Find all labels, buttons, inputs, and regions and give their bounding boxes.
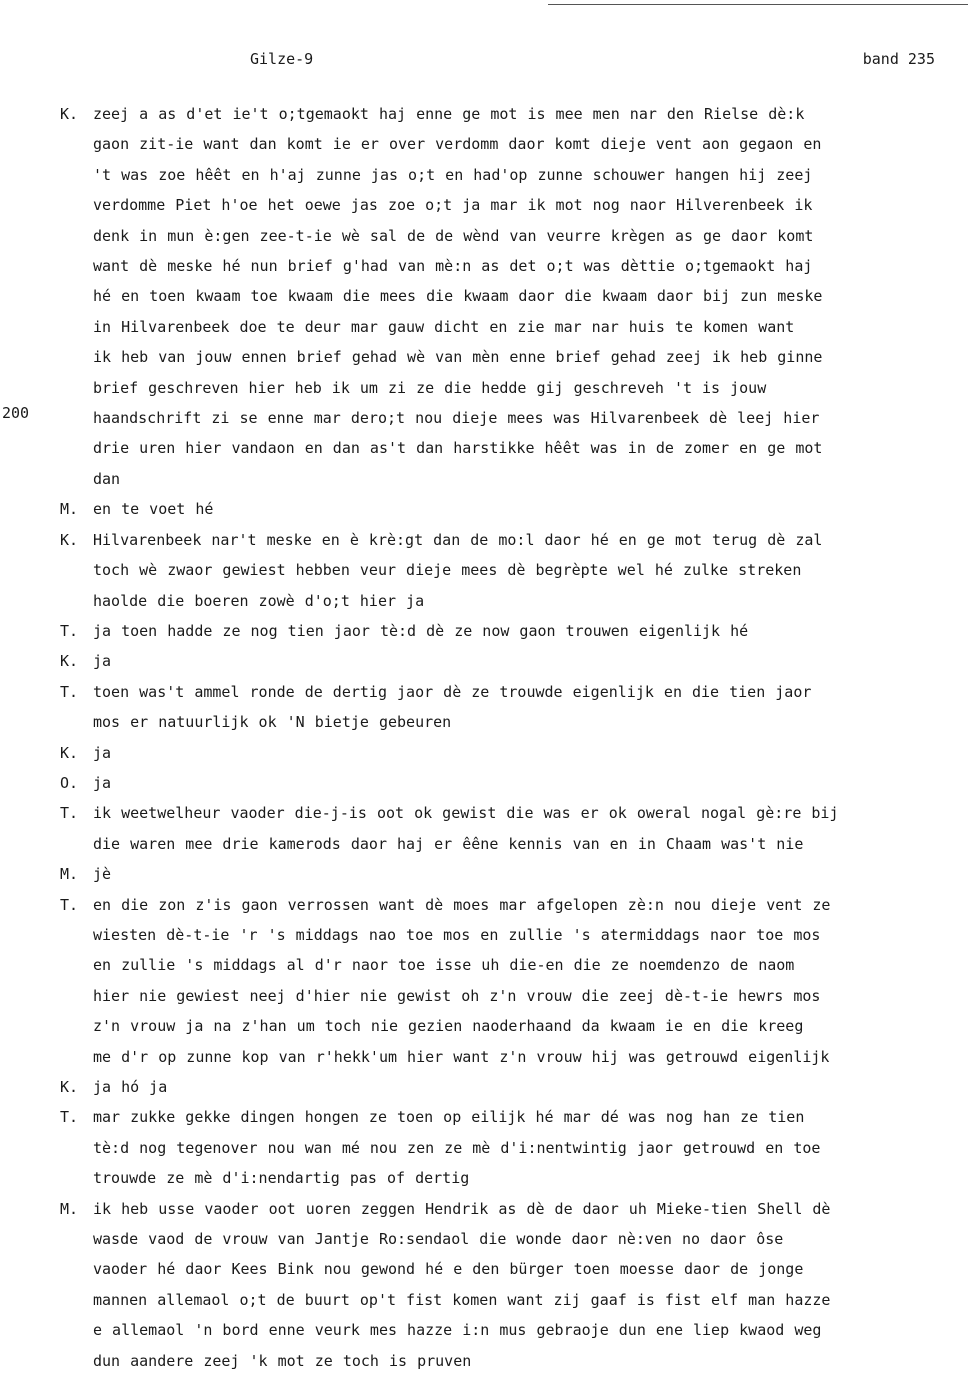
speech-line: ja (93, 652, 112, 671)
speaker-label: T. (60, 1108, 79, 1127)
speech-line: ik weetwelheur vaoder die-j-is oot ok gewist die was er ok oweral nogal gè:re bij (93, 804, 839, 823)
speech-line: toch wè zwaor gewiest hebben veur dieje mees dè begrèpte wel hé zulke streken (93, 561, 802, 580)
speech-line: z'n vrouw ja na z'han um toch nie gezien naoderhaand da kwaam ie en die kreeg (93, 1017, 804, 1036)
speech-line: e allemaol 'n bord enne veurk mes hazze i:n mus gebraoje dun ene liep kwaod weg (93, 1321, 822, 1340)
transcript-turn (60, 890, 940, 1072)
transcript-turn (60, 859, 940, 889)
speech-line: wasde vaod de vrouw van Jantje Ro:sendaol die wonde daor nè:ven no daor ôse (93, 1230, 784, 1249)
speech-line: me d'r op zunne kop van r'hekk'um hier want z'n vrouw hij was getrouwd eigenlijk (93, 1047, 830, 1066)
speech-text (93, 738, 940, 768)
speech-line: en die zon z'is gaon verrossen want dè moes mar afgelopen zè:n nou dieje vent ze (93, 895, 831, 914)
speaker-label: M. (60, 1199, 79, 1218)
speech-line: mos er natuurlijk ok 'N bietje gebeuren (93, 713, 452, 732)
transcript-turn (60, 1102, 940, 1193)
speech-line: Hilvarenbeek nar't meske en è krè:gt dan de mo:l daor hé en ge mot terug dè zal (93, 530, 823, 549)
speech-line: jè (93, 865, 112, 884)
transcript-turn (60, 677, 940, 738)
speech-text (93, 798, 940, 859)
speech-line: mar zukke gekke dingen hongen ze toen op eilijk hé mar dé was nog han ze tien (93, 1108, 805, 1127)
speech-line: ik heb van jouw ennen brief gehad wè van mèn enne brief gehad zeej ik heb ginne (93, 348, 823, 367)
margin-line-number: 200 (2, 404, 30, 422)
speech-line: hier nie gewiest neej d'hier nie gewist oh z'n vrouw die zeej dè-t-ie hewrs mos (93, 986, 821, 1005)
speech-line: mannen allemaol o;t de buurt op't fist komen want zij gaaf is fist elf man hazze (93, 1290, 831, 1309)
speech-text (93, 768, 940, 798)
speech-line: vaoder hé daor Kees Bink nou gewond hé e den bürger toen moesse daor de jonge (93, 1260, 804, 1279)
transcript-turn (60, 99, 940, 494)
speaker-label: K. (60, 105, 79, 123)
speech-text (93, 494, 940, 524)
speech-line: ja toen hadde ze nog tien jaor tè:d dè ze now gaon trouwen eigenlijk hé (93, 621, 749, 640)
speech-text (93, 890, 940, 1072)
speech-line: ja hó ja (93, 1078, 168, 1096)
transcript-turn (60, 768, 940, 798)
speaker-label: K. (60, 652, 79, 671)
header-tape-number: band 235 (862, 50, 935, 68)
speech-text (93, 525, 940, 616)
speaker-label: T. (60, 895, 79, 914)
transcript-turn (60, 1194, 940, 1376)
speech-line: die waren mee drie kamerods daor haj er êêne kennis van en in Chaam was't nie (93, 834, 804, 853)
speaker-label: M. (60, 500, 79, 519)
speaker-label: T. (60, 621, 79, 640)
speech-line: want dè meske hé nun brief g'had van mè:n as det o;t was dèttie o;tgemaokt haj (93, 257, 813, 276)
speaker-label: K. (60, 1078, 79, 1096)
speech-line: gaon zit-ie want dan komt ie er over verdomm daor komt dieje vent aon gegaon en (93, 135, 822, 154)
speech-text (93, 1072, 940, 1102)
speech-line: drie uren hier vandaon en dan as't dan harstikke hêêt was in de zomer en ge mot (93, 439, 823, 458)
speech-line: ik heb usse vaoder oot uoren zeggen Hendrik as dè de daor uh Mieke-tien Shell dè (93, 1199, 831, 1218)
speech-line: haandschrift zi se enne mar dero;t nou dieje mees was Hilvarenbeek dè leej hier (93, 409, 820, 428)
speech-text (93, 99, 940, 494)
speech-line: dan (93, 469, 121, 488)
speech-line: zeej a as d'et ie't o;tgemaokt haj enne ge mot is mee men nar den Rielse dè:k (93, 105, 805, 123)
speech-text (93, 859, 940, 889)
speech-text (93, 1194, 940, 1376)
speaker-label: M. (60, 865, 79, 884)
transcript-turn (60, 1072, 940, 1102)
transcript-turn (60, 494, 940, 524)
speech-line: ja (93, 773, 112, 792)
speaker-label: K. (60, 530, 79, 549)
speech-text (93, 616, 940, 646)
header-title: Gilze-9 (250, 50, 314, 68)
transcript-turn (60, 646, 940, 676)
speech-line: ja (93, 743, 112, 762)
speaker-label: O. (60, 773, 79, 792)
speech-line: trouwde ze mè d'i:nendartig pas of dertig (93, 1169, 470, 1188)
speech-line: haolde die boeren zowè d'o;t hier ja (93, 591, 425, 610)
speech-text (93, 677, 940, 738)
top-rule (548, 4, 968, 5)
speaker-label: T. (60, 682, 79, 701)
speech-text (93, 646, 940, 676)
speech-line: in Hilvarenbeek doe te deur mar gauw dicht en zie mar nar huis te komen want (93, 317, 795, 336)
speech-line: wiesten dè-t-ie 'r 's middags nao toe mos en zullie 's atermiddags naor toe mos (93, 925, 821, 944)
speech-text (93, 1102, 940, 1193)
speaker-label: T. (60, 804, 79, 823)
speech-line: brief geschreven hier heb ik um zi ze die hedde gij geschreveh 't is jouw (93, 378, 767, 397)
speech-line: hé en toen kwaam toe kwaam die mees die kwaam daor die kwaam daor bij zun meske (93, 287, 823, 306)
speaker-label: K. (60, 743, 79, 762)
speech-line: toen was't ammel ronde de dertig jaor dè ze trouwde eigenlijk en die tien jaor (93, 682, 812, 701)
speech-line: verdomme Piet h'oe het oewe jas zoe o;t ja mar ik mot nog naor Hilverenbeek ik (93, 196, 813, 215)
speech-line: dun aandere zeej 'k mot ze toch is pruven (93, 1351, 472, 1370)
transcript-body (60, 99, 940, 1376)
speech-line: 't was zoe hêêt en h'aj zunne jas o;t en had'op zunne schouwer hangen hij zeej (93, 165, 813, 184)
transcript-turn (60, 798, 940, 859)
speech-line: denk in mun è:gen zee-t-ie wè sal de de wènd van veurre krègen as ge daor komt (93, 226, 814, 245)
transcript-turn (60, 738, 940, 768)
speech-line: en te voet hé (93, 500, 214, 519)
transcript-turn (60, 525, 940, 616)
transcript-turn (60, 616, 940, 646)
speech-line: en zullie 's middags al d'r naor toe isse uh die-en die ze noemdenzo de naom (93, 956, 795, 975)
speech-line: tè:d nog tegenover nou wan mé nou zen ze mè d'i:nentwintig jaor getrouwd en toe (93, 1138, 821, 1157)
